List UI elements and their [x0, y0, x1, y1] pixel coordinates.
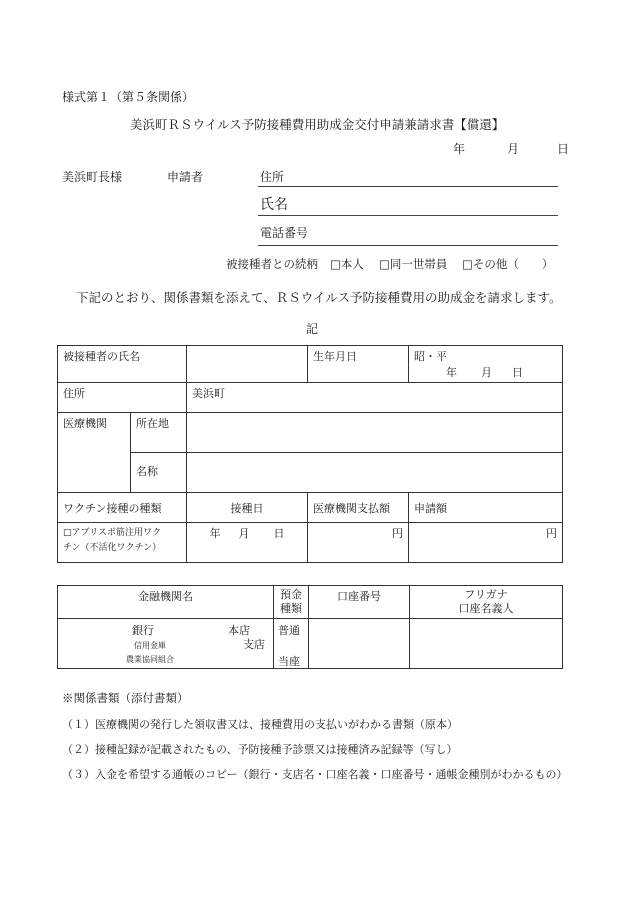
docs-heading: ※関係書類（添付書類）	[62, 691, 189, 705]
shinkin-suffix: 信用金庫	[134, 641, 166, 650]
holder-label: 口座名義人	[458, 602, 514, 615]
requested-amount-cell[interactable]	[409, 523, 563, 563]
recipient-table	[57, 345, 563, 563]
applicant-address-label: 住所	[260, 170, 285, 184]
deposit-ordinary: 普通	[278, 624, 300, 637]
birthdate-label: 生年月日	[308, 346, 409, 383]
deposit-type-cell[interactable]	[274, 619, 309, 669]
recipient-name-label: 被接種者の氏名	[58, 346, 187, 383]
requested-amount-label: 申請額	[409, 493, 563, 523]
bank-table	[57, 585, 563, 669]
recipient-address-cell[interactable]: 美浜町	[187, 383, 563, 413]
birthdate-cell[interactable]	[409, 346, 563, 383]
applicant-phone-label: 電話番号	[260, 226, 309, 240]
form-number: 様式第１（第５条関係）	[62, 90, 195, 104]
era-text: 昭・平	[414, 350, 447, 363]
holder-label-cell	[410, 586, 563, 619]
vaccination-date-label: 接種日	[187, 493, 308, 523]
doc-item-2: （２）接種記録が記載されたもの、予防接種予診票又は接種済み記録等（写し）	[62, 743, 458, 756]
vaccination-month: 月	[238, 527, 250, 540]
vaccination-day: 日	[273, 527, 285, 540]
recipient-address-label: 住所	[58, 383, 187, 413]
vaccination-date-cell[interactable]	[187, 523, 308, 563]
vaccine-name-line1: □アブリスボ筋注用ワク	[63, 528, 161, 538]
date-month-label: 月	[507, 142, 520, 156]
birthdate-month: 月	[481, 366, 492, 379]
furigana-label: フリガナ	[464, 588, 508, 601]
date-year-label: 年	[453, 142, 466, 156]
date-day-label: 日	[557, 142, 570, 156]
relation-option-household[interactable]: □同一世帯員	[379, 257, 448, 271]
addressee: 美浜町長様	[62, 170, 123, 184]
bank-name-label: 金融機関名	[58, 586, 274, 619]
institution-location-label: 所在地	[131, 413, 187, 453]
deposit-label-2: 種類	[280, 602, 302, 615]
nokyo-suffix: 農業協同組合	[126, 655, 174, 664]
recipient-name-cell[interactable]	[187, 346, 308, 383]
deposit-type-label	[274, 586, 309, 619]
doc-item-3: （３）入金を希望する通帳のコピー（銀行・支店名・口座名義・口座番号・通帳金種別がわかるもの）	[62, 768, 568, 781]
ki-mark: 記	[306, 322, 319, 336]
relation-option-other[interactable]: □その他（ ）	[462, 257, 554, 271]
birthdate-year: 年	[446, 366, 457, 379]
head-office-suffix: 本店	[228, 624, 250, 637]
institution-location-cell[interactable]	[187, 413, 563, 453]
vaccine-name-cell[interactable]	[58, 523, 187, 563]
form-title: 美浜町ＲＳウイルス予防接種費用助成金交付申請兼請求書【償還】	[130, 117, 505, 132]
institution-name-cell[interactable]	[187, 453, 563, 493]
branch-suffix: 支店	[243, 638, 265, 651]
relation-label: 被接種者との続柄	[226, 257, 318, 271]
vaccine-name-line2: チン（不活化ワクチン）	[63, 543, 162, 553]
institution-label: 医療機関	[58, 413, 131, 493]
vaccination-year: 年	[209, 527, 221, 540]
applicant-phone-line[interactable]	[258, 245, 558, 246]
deposit-label-1: 預金	[280, 588, 302, 601]
applicant-name-label: 氏名	[260, 197, 288, 213]
holder-name-cell[interactable]	[410, 619, 563, 669]
account-number-label: 口座番号	[309, 586, 410, 619]
bank-suffix: 銀行	[132, 624, 154, 637]
birthdate-ymd	[414, 364, 557, 380]
paid-amount-yen: 円	[392, 527, 403, 540]
birthdate-day: 日	[512, 366, 523, 379]
applicant-name-line[interactable]	[258, 215, 558, 216]
request-text: 下記のとおり、関係書類を添えて、ＲＳウイルス予防接種費用の助成金を請求します。	[76, 290, 562, 305]
deposit-current: 当座	[278, 655, 300, 668]
relation-option-self[interactable]: □本人	[330, 257, 364, 271]
applicant-label: 申請者	[167, 170, 204, 184]
bank-name-cell[interactable]	[58, 619, 274, 669]
paid-amount-cell[interactable]	[308, 523, 409, 563]
account-number-cell[interactable]	[309, 619, 410, 669]
requested-amount-yen: 円	[546, 527, 557, 540]
institution-name-label: 名称	[131, 453, 187, 493]
paid-amount-label: 医療機関支払額	[308, 493, 409, 523]
doc-item-1: （１）医療機関の発行した領収書又は、接種費用の支払いがわかる書類（原本）	[62, 718, 458, 731]
applicant-address-line[interactable]	[258, 186, 558, 187]
vaccine-type-label: ワクチン接種の種類	[58, 493, 187, 523]
